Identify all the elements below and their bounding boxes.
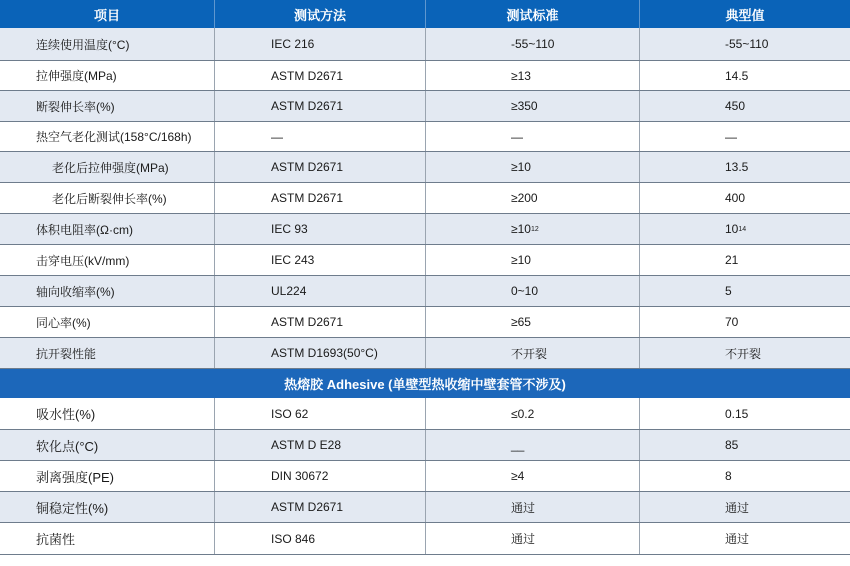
- typical-cell-text: 0.15: [725, 406, 749, 421]
- standard-cell: [425, 461, 639, 491]
- typical-cell-text: 不开裂: [725, 346, 762, 361]
- typical-cell: [639, 523, 850, 554]
- method-cell-text: IEC 216: [271, 37, 315, 51]
- method-cell: [214, 338, 425, 368]
- standard-cell-text: ≥10: [511, 222, 531, 236]
- typical-cell: [639, 61, 850, 90]
- standard-cell: [425, 430, 639, 460]
- header-standard: 测试标准: [425, 0, 639, 28]
- item-cell: [0, 492, 214, 522]
- standard-cell-text: __: [511, 438, 525, 452]
- item-cell: [0, 152, 214, 182]
- typical-cell: [639, 461, 850, 491]
- method-cell: [214, 398, 425, 429]
- standard-cell-text: ≤0.2: [511, 406, 535, 421]
- table-row: [0, 338, 850, 369]
- header-item: 项目: [93, 7, 120, 23]
- typical-cell: [639, 276, 850, 306]
- item-cell-text: 断裂伸长率(%): [36, 99, 115, 114]
- table-row: [0, 28, 850, 61]
- item-cell-text: 老化后拉伸强度(MPa): [52, 160, 169, 175]
- method-cell-text: ISO 62: [271, 406, 309, 421]
- standard-cell: [425, 183, 639, 213]
- item-cell-text: 抗菌性: [36, 532, 76, 547]
- item-cell-text: 轴向收缩率(%): [36, 284, 115, 299]
- typical-cell: [639, 338, 850, 368]
- standard-cell-text: ≥10: [511, 160, 531, 174]
- table-row: [0, 276, 850, 307]
- table-row: [0, 398, 850, 430]
- item-cell: [0, 91, 214, 121]
- typical-cell-text: 85: [725, 438, 739, 452]
- adhesive-section-title: 热熔胶 Adhesive (单壁型热收缩中壁套管不涉及): [284, 377, 566, 392]
- item-cell-text: 热空气老化测试(158°C/168h): [36, 130, 192, 144]
- item-cell: [0, 307, 214, 337]
- method-cell-text: ASTM D2671: [271, 68, 344, 83]
- item-cell: [0, 183, 214, 213]
- item-cell: [0, 398, 214, 429]
- typical-cell: [639, 430, 850, 460]
- table-header: [0, 0, 850, 28]
- method-cell: [214, 276, 425, 306]
- standard-cell: [425, 245, 639, 275]
- standard-cell: [425, 91, 639, 121]
- table-row: [0, 492, 850, 523]
- item-cell-text: 体积电阻率(Ω·cm): [36, 222, 133, 237]
- table-row: [0, 461, 850, 492]
- method-cell: [214, 492, 425, 522]
- typical-cell-text: 10: [725, 222, 739, 236]
- method-cell: [214, 28, 425, 60]
- header-typical: 典型值: [639, 0, 850, 28]
- item-cell-text: 吸水性(%): [36, 407, 96, 422]
- standard-cell-text: -55~110: [511, 37, 555, 51]
- method-cell: [214, 430, 425, 460]
- standard-cell: [425, 398, 639, 429]
- standard-cell: [425, 492, 639, 522]
- item-cell-text: 软化点(°C): [36, 438, 99, 454]
- method-cell: [214, 523, 425, 554]
- method-cell-text: ASTM D2671: [271, 160, 344, 174]
- item-cell-text: 老化后断裂伸长率(%): [52, 191, 167, 206]
- adhesive-section-band: [0, 369, 850, 398]
- item-cell-text: 同心率(%): [36, 315, 91, 330]
- item-cell: [0, 523, 214, 554]
- method-cell-text: IEC 243: [271, 253, 315, 267]
- typical-cell: [639, 122, 850, 151]
- method-cell: [214, 307, 425, 337]
- standard-cell: [425, 214, 639, 244]
- standard-cell-text: —: [511, 129, 523, 144]
- standard-cell-text: 通过: [511, 532, 536, 546]
- item-cell-text: 铜稳定性(%): [36, 500, 109, 516]
- item-cell-text: 击穿电压(kV/mm): [36, 253, 130, 268]
- typical-cell: [639, 492, 850, 522]
- method-cell-text: ISO 846: [271, 531, 316, 546]
- standard-cell-text: ≥65: [511, 315, 531, 329]
- table-row: [0, 430, 850, 461]
- standard-cell: [425, 122, 639, 151]
- standard-cell-exponent: 12: [530, 225, 539, 233]
- typical-cell-text: 450: [725, 99, 746, 113]
- item-cell: [0, 338, 214, 368]
- method-cell: [214, 183, 425, 213]
- item-cell: [0, 276, 214, 306]
- standard-cell: [425, 523, 639, 554]
- table-row: [0, 307, 850, 338]
- method-cell-text: ASTM D2671: [271, 500, 344, 514]
- item-cell: [0, 430, 214, 460]
- item-cell-text: 剥离强度(PE): [36, 469, 115, 485]
- method-cell: [214, 152, 425, 182]
- typical-cell: [639, 91, 850, 121]
- standard-cell-text: ≥350: [511, 99, 538, 113]
- standard-cell: [425, 152, 639, 182]
- method-cell-text: UL224: [271, 284, 307, 298]
- typical-cell-text: 21: [725, 253, 739, 267]
- standard-cell-text: 通过: [511, 500, 536, 515]
- method-cell: [214, 214, 425, 244]
- table-row: [0, 122, 850, 152]
- standard-cell-text: 0~10: [511, 284, 539, 298]
- standard-cell-text: ≥10: [511, 253, 531, 267]
- typical-cell: [639, 183, 850, 213]
- typical-cell: [639, 28, 850, 60]
- method-cell-text: ASTM D2671: [271, 99, 344, 113]
- standard-cell-text: 不开裂: [511, 346, 548, 361]
- standard-cell: [425, 307, 639, 337]
- table-row: [0, 523, 850, 555]
- item-cell-text: 拉伸强度(MPa): [36, 69, 117, 83]
- item-cell: [0, 122, 214, 151]
- table-row: [0, 183, 850, 214]
- typical-cell: [639, 307, 850, 337]
- method-cell-text: DIN 30672: [271, 469, 329, 483]
- standard-cell: [425, 28, 639, 60]
- method-cell: [214, 91, 425, 121]
- table-row: [0, 214, 850, 245]
- header-method: 测试方法: [214, 0, 425, 28]
- item-cell-text: 抗开裂性能: [36, 346, 97, 361]
- standard-cell: [425, 338, 639, 368]
- typical-cell-exponent: 14: [738, 225, 747, 233]
- method-cell-text: ASTM D1693(50°C): [271, 346, 378, 360]
- standard-cell: [425, 61, 639, 90]
- standard-cell-text: ≥4: [511, 469, 525, 483]
- table-row: [0, 91, 850, 122]
- standard-cell-text: ≥200: [511, 191, 538, 205]
- typical-cell-text: 5: [725, 284, 732, 298]
- method-cell-text: ASTM D2671: [271, 315, 344, 329]
- method-cell-text: ASTM D E28: [271, 438, 342, 452]
- method-cell-text: IEC 93: [271, 222, 308, 236]
- table-row: [0, 152, 850, 183]
- method-cell: [214, 245, 425, 275]
- typical-cell: [639, 152, 850, 182]
- method-cell: [214, 122, 425, 151]
- method-cell-text: ASTM D2671: [271, 191, 344, 205]
- typical-cell-text: 8: [725, 469, 732, 483]
- method-cell: [214, 61, 425, 90]
- typical-cell-text: —: [725, 129, 737, 144]
- typical-cell-text: 通过: [725, 532, 750, 546]
- item-cell: [0, 214, 214, 244]
- typical-cell-text: 400: [725, 191, 746, 205]
- typical-cell-text: 70: [725, 315, 739, 329]
- typical-cell: [639, 398, 850, 429]
- item-cell: [0, 461, 214, 491]
- typical-cell: [639, 214, 850, 244]
- item-cell: [0, 28, 214, 60]
- method-cell-text: —: [271, 129, 283, 144]
- standard-cell-text: ≥13: [511, 68, 531, 83]
- typical-cell: [639, 245, 850, 275]
- typical-cell-text: -55~110: [725, 37, 769, 51]
- table-row: [0, 61, 850, 91]
- item-cell: [0, 245, 214, 275]
- standard-cell: [425, 276, 639, 306]
- typical-cell-text: 通过: [725, 500, 750, 515]
- item-cell-text: 连续使用温度(°C): [36, 37, 130, 52]
- method-cell: [214, 461, 425, 491]
- typical-cell-text: 14.5: [725, 68, 749, 83]
- item-cell: [0, 61, 214, 90]
- table-row: [0, 245, 850, 276]
- typical-cell-text: 13.5: [725, 160, 749, 174]
